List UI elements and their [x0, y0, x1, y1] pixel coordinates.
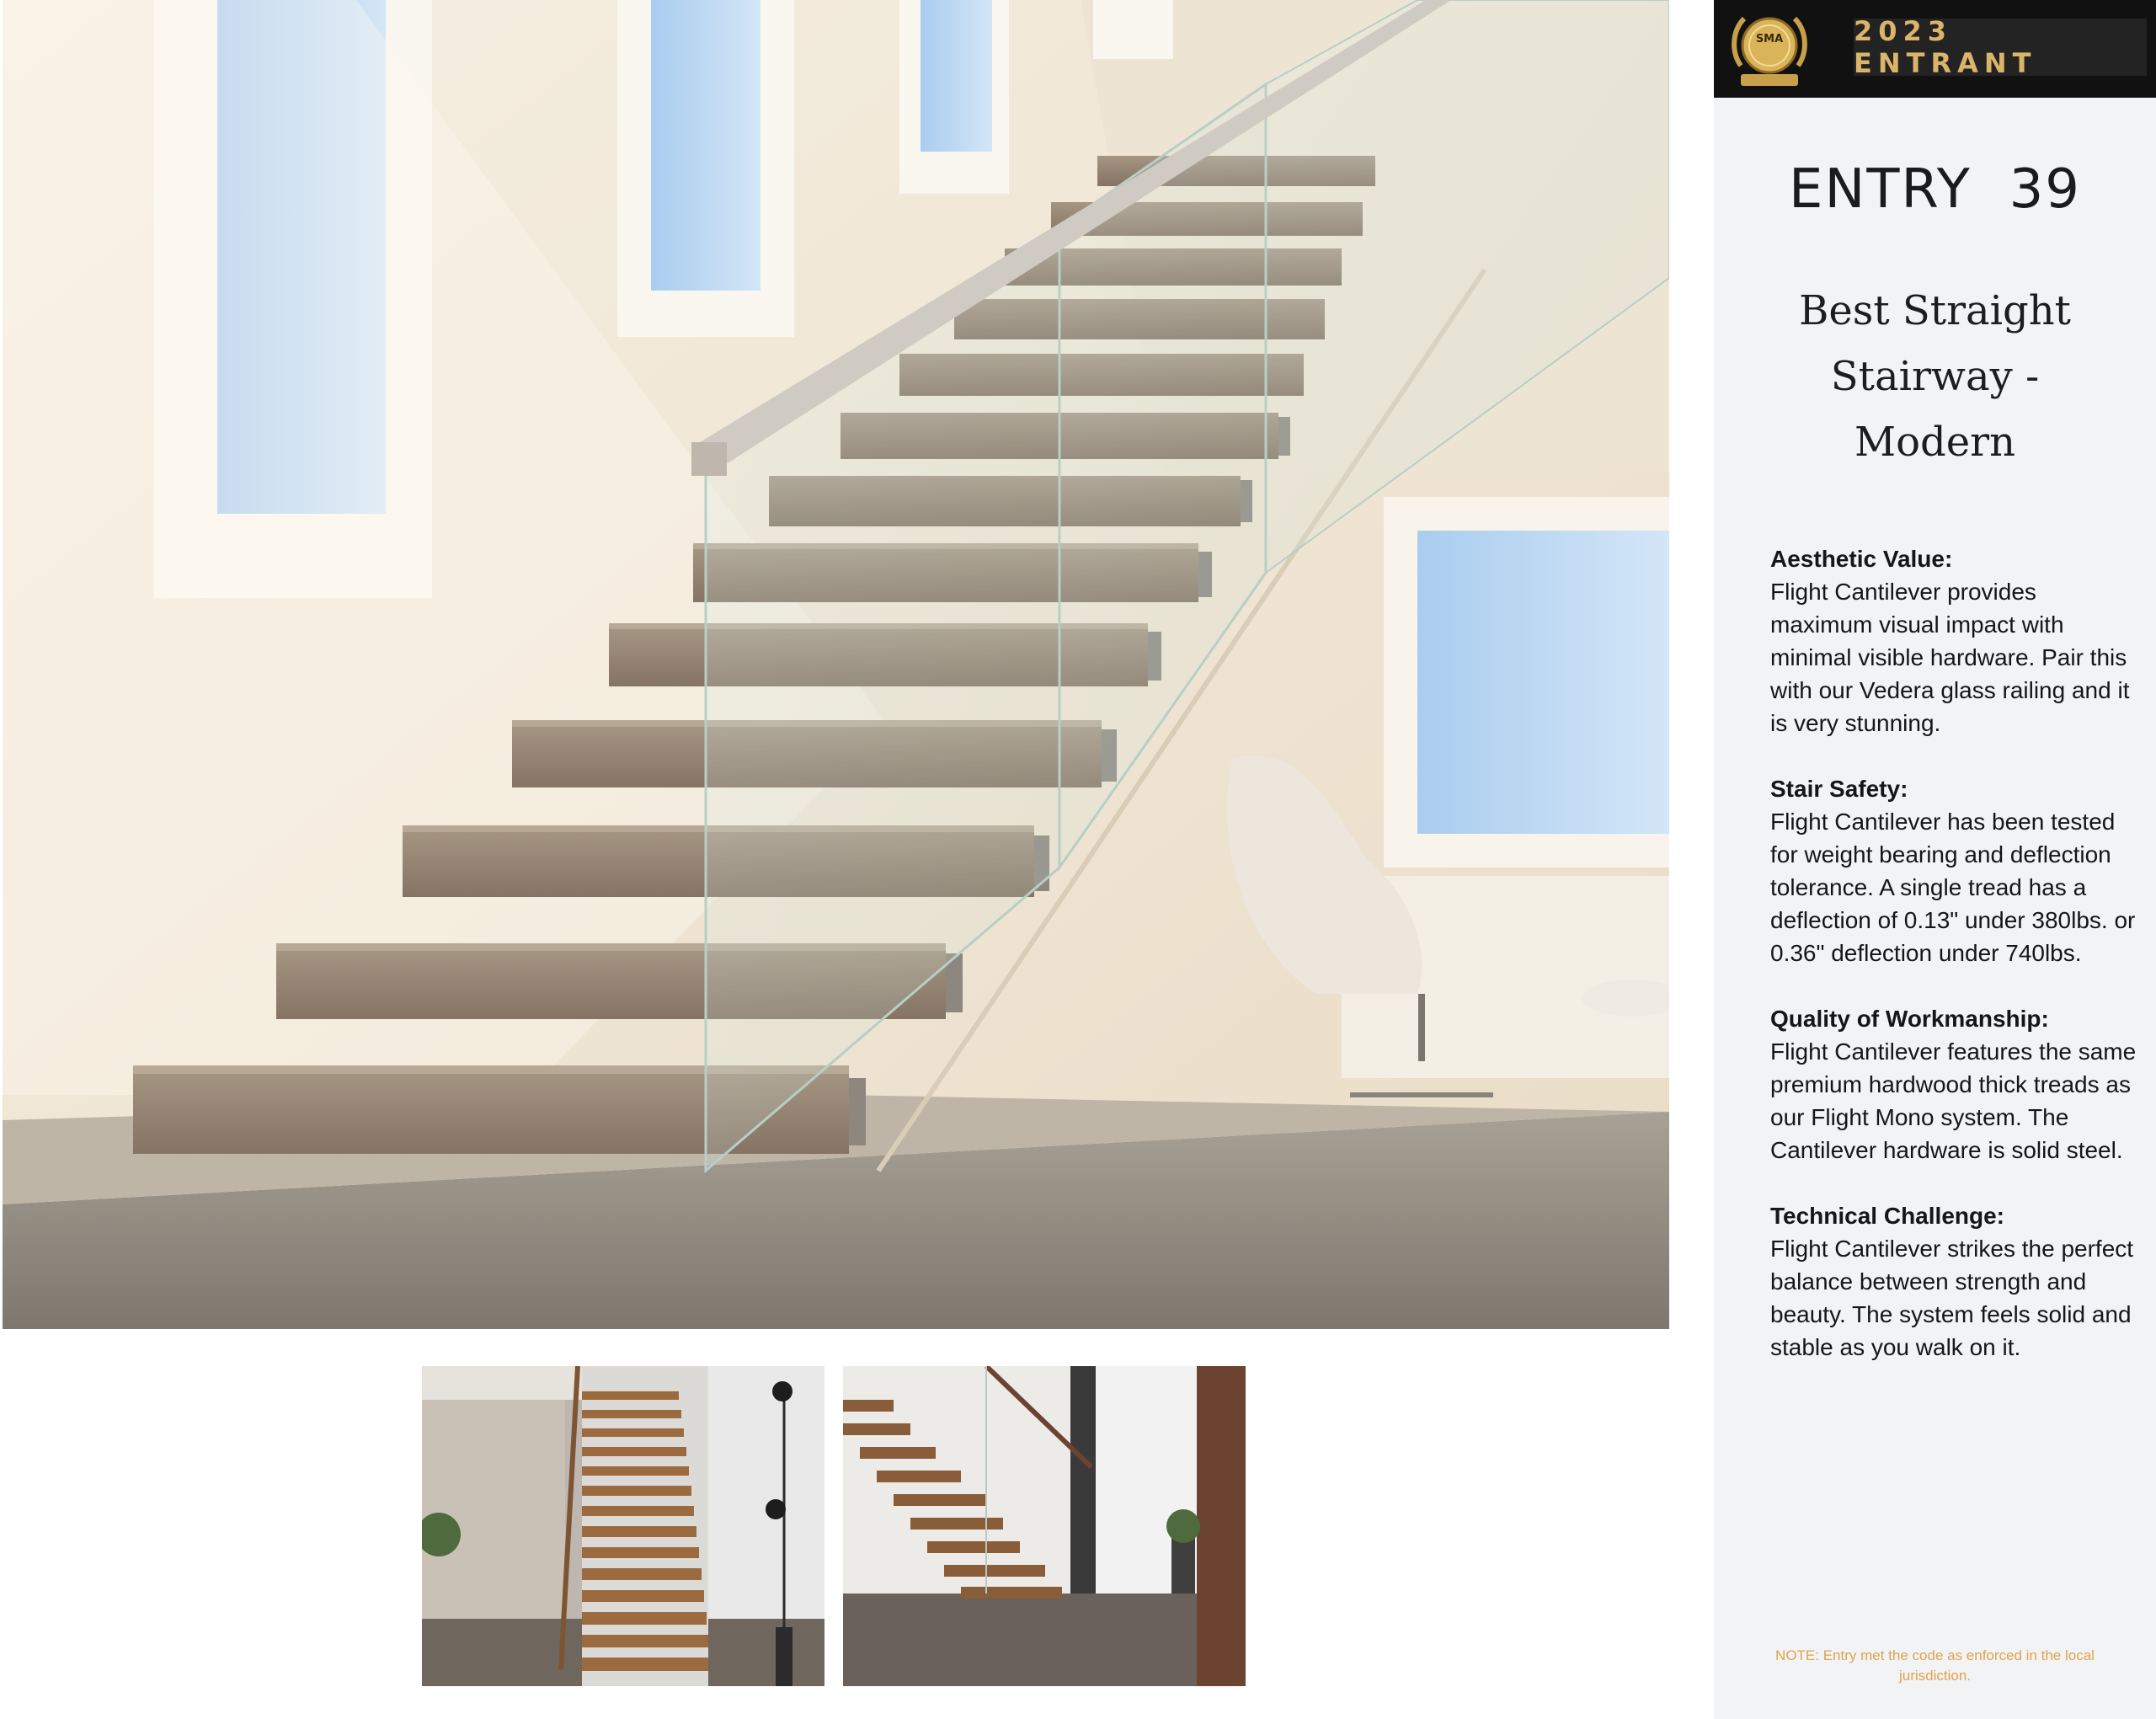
straight-stair-illustration: [422, 1366, 825, 1686]
award-badge-bar: [1714, 0, 2156, 98]
award-category-line: Best Straight: [1799, 287, 2071, 334]
award-category: [1748, 278, 2122, 475]
floating-stair-illustration: [843, 1366, 1246, 1686]
cantilever-stair-illustration: [3, 0, 1669, 1329]
entry-sidebar: [1714, 0, 2156, 1719]
criterion-quality-of-workmanship: [1770, 1002, 2141, 1166]
award-category-line: Modern: [1854, 419, 2016, 466]
thumbnail-photo-2: [843, 1366, 1246, 1686]
laurel-seal-icon: [1726, 5, 1813, 93]
criterion-body: Flight Cantilever has been tested for weight bearing and deflection tolerance. A single tread has a deflection of 0.13" under 380lbs. or 0.36" deflection under 740lbs.: [1770, 809, 2136, 966]
criterion-heading: Stair Safety:: [1770, 776, 1908, 802]
criterion-heading: Aesthetic Value:: [1770, 546, 1953, 572]
criterion-heading: Technical Challenge:: [1770, 1203, 2004, 1229]
main-stair-photo: [3, 0, 1669, 1329]
code-compliance-note: NOTE: Entry met the code as enforced in the local jurisdiction.: [1775, 1647, 2095, 1684]
award-category-line: Stairway -: [1830, 353, 2040, 400]
criterion-technical-challenge: [1770, 1199, 2141, 1364]
criterion-aesthetic-value: [1770, 542, 2141, 739]
entry-number-title: ENTRY 39: [1789, 158, 2081, 221]
entrant-label: 2023 ENTRANT: [1854, 19, 2147, 76]
judging-criteria: [1770, 542, 2141, 1396]
criterion-stair-safety: [1770, 772, 2141, 969]
criterion-body: Flight Cantilever provides maximum visual impact with minimal visible hardware. Pair this with our Vedera glass railing and it is very stunning.: [1770, 579, 2130, 736]
criterion-body: Flight Cantilever features the same premium hardwood thick treads as our Flight Mono system. The Cantilever hardware is solid steel.: [1770, 1038, 2137, 1163]
criterion-heading: Quality of Workmanship:: [1770, 1006, 2049, 1032]
criterion-body: Flight Cantilever strikes the perfect balance between strength and beauty. The system feels solid and stable as you walk on it.: [1770, 1236, 2134, 1360]
seal-text: SMA: [1755, 33, 1784, 45]
thumbnail-photo-1: [422, 1366, 825, 1686]
